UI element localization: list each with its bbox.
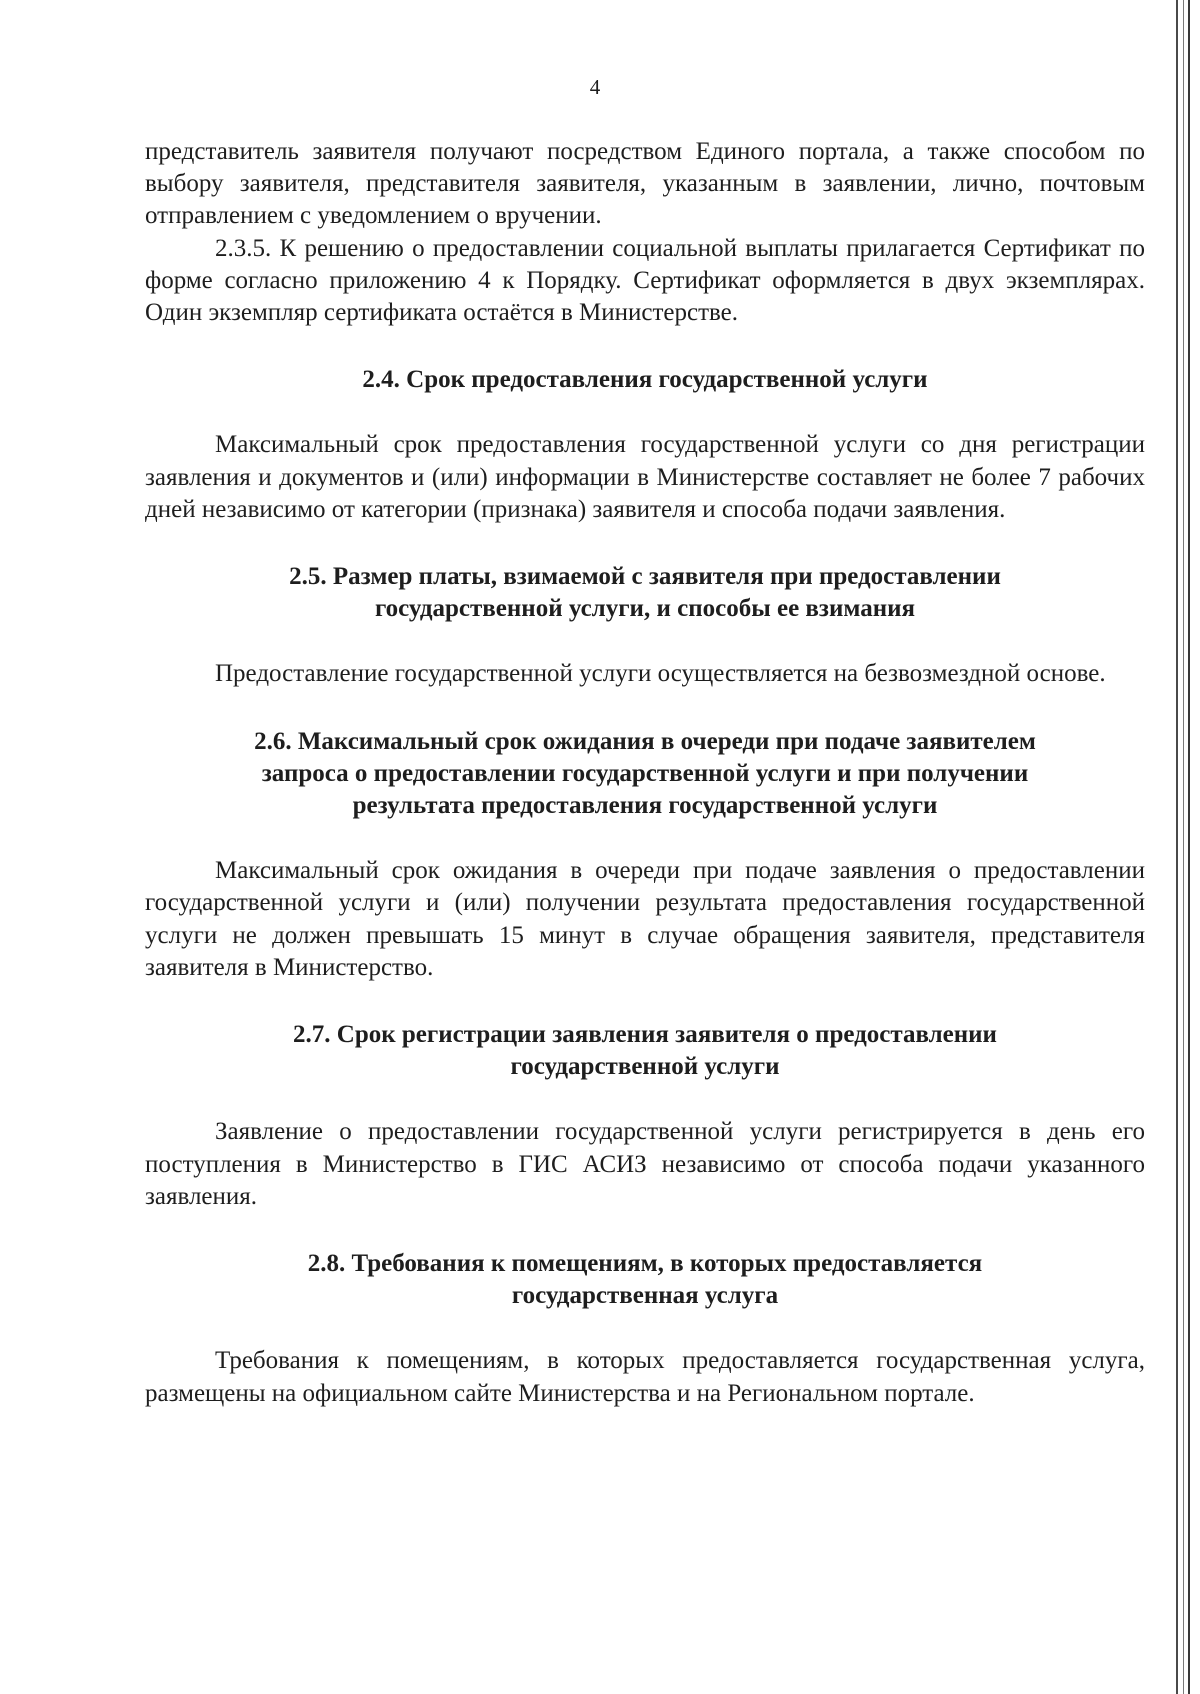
- section-text: Заявление о предоставлении государственной услуги регистрируется в день его поступления в Министерство в ГИС АСИЗ независимо от способа подачи указанного заявления.: [145, 1118, 1145, 1210]
- paragraph: представитель заявителя получают посредством Единого портала, а также способом по выбору заявителя, представителя заявителя, указанным в заявлении, лично, почтовым отправлением с уведомлением о вручении.: [145, 138, 1145, 230]
- document-body: [145, 136, 1145, 1410]
- section-heading: [145, 561, 1145, 625]
- section-heading-line: запроса о предоставлении государственной услуги и при получении: [261, 759, 1029, 787]
- page-number: 4: [589, 75, 601, 99]
- section-heading: [145, 364, 1145, 396]
- section-heading-line: государственная услуга: [511, 1282, 779, 1310]
- page-edge-line: [1176, 0, 1178, 1694]
- page-edge-line: [1188, 0, 1190, 1694]
- section-text: Предоставление государственной услуги осуществляется на безвозмездной основе.: [215, 660, 1106, 688]
- section-heading: [145, 1248, 1145, 1312]
- section-heading-line: 2.5. Размер платы, взимаемой с заявителя при предоставлении: [289, 563, 1001, 591]
- section-heading-line: 2.7. Срок регистрации заявления заявителя о предоставлении: [293, 1021, 997, 1049]
- section-heading: [145, 726, 1145, 823]
- section-heading-line: 2.8. Требования к помещениям, в которых предоставляется: [307, 1250, 983, 1278]
- section-text: Максимальный срок предоставления государственной услуги со дня регистрации заявления и документов и (или) информации в Министерстве составляет не более 7 рабочих дней независимо от категории (признака) заявителя и способа подачи заявления.: [145, 431, 1145, 523]
- section-text: Максимальный срок ожидания в очереди при подаче заявления о предоставлении государственной услуги и (или) получении результата предоставления государственной услуги не должен превышать 15 минут в случае обращения заявителя, представителя заявителя в Министерство.: [145, 857, 1145, 981]
- section-heading: [145, 1019, 1145, 1083]
- section-heading-line: государственной услуги, и способы ее взимания: [374, 595, 916, 623]
- paragraph: 2.3.5. К решению о предоставлении социальной выплаты прилагается Сертификат по форме согласно приложению 4 к Порядку. Сертификат оформляется в двух экземплярах. Один экземпляр сертификата остаётся в Министерстве.: [145, 234, 1145, 327]
- section-heading-line: 2.6. Максимальный срок ожидания в очереди при подаче заявителем: [254, 727, 1036, 755]
- section-text: Требования к помещениям, в которых предоставляется государственная услуга, размещены на официальном сайте Министерства и на Региональном портале.: [145, 1347, 1145, 1407]
- section-heading-line: государственной услуги: [510, 1053, 780, 1081]
- page-edge-line: [1183, 0, 1184, 1694]
- section-heading-line: результата предоставления государственной услуги: [352, 792, 938, 820]
- section-heading-line: 2.4. Срок предоставления государственной услуги: [362, 366, 928, 394]
